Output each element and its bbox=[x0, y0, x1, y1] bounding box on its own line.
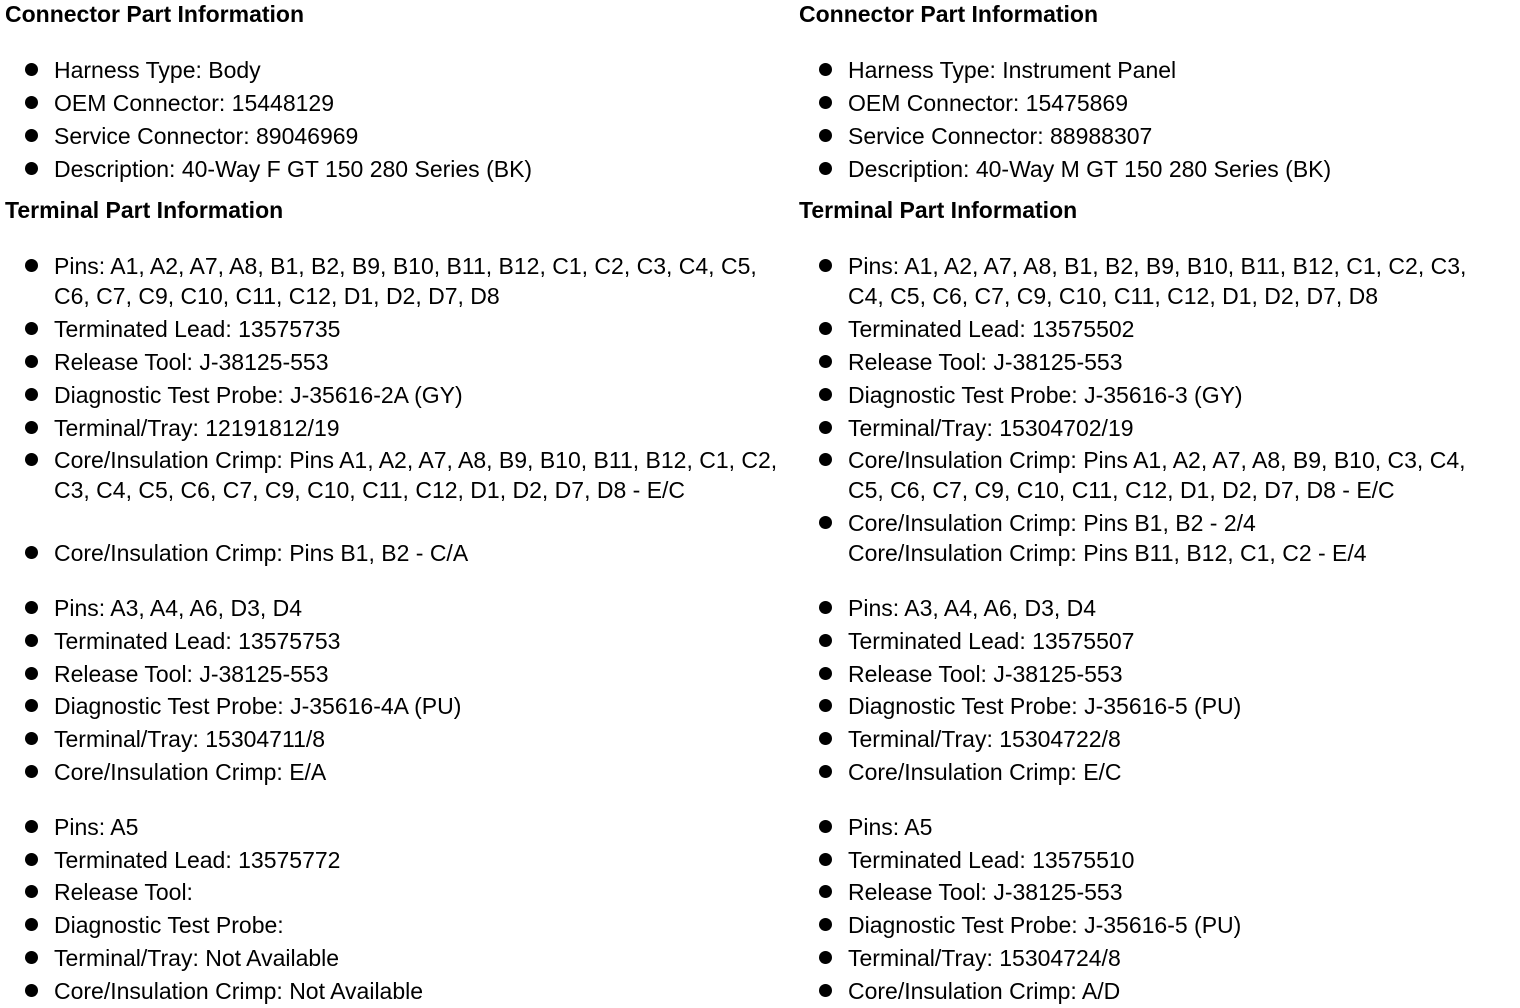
bullet-icon bbox=[25, 322, 38, 335]
bullet-icon bbox=[819, 388, 832, 401]
bullet-icon bbox=[819, 601, 832, 614]
connector-part-heading: Connector Part Information bbox=[5, 1, 305, 27]
bullet-icon bbox=[819, 63, 832, 76]
bullet-icon bbox=[25, 885, 38, 898]
bullet-icon bbox=[819, 885, 832, 898]
bullet-icon bbox=[819, 699, 832, 712]
bullet-icon bbox=[25, 765, 38, 778]
bullet-icon bbox=[25, 951, 38, 964]
bullet-icon bbox=[25, 388, 38, 401]
bullet-icon bbox=[25, 918, 38, 931]
bullet-icon bbox=[819, 259, 832, 272]
bullet-icon bbox=[819, 516, 832, 529]
bullet-icon bbox=[25, 634, 38, 647]
bullet-icon bbox=[819, 162, 832, 175]
bullet-icon bbox=[819, 732, 832, 745]
bullet-icon bbox=[25, 355, 38, 368]
bullet-icon bbox=[819, 667, 832, 680]
bullet-icon bbox=[819, 634, 832, 647]
bullet-icon bbox=[25, 162, 38, 175]
bullet-icon bbox=[25, 546, 38, 559]
bullet-icon bbox=[25, 732, 38, 745]
bullet-icon bbox=[25, 453, 38, 466]
bullet-icon bbox=[819, 853, 832, 866]
bullet-icon bbox=[819, 951, 832, 964]
bullet-icon bbox=[25, 259, 38, 272]
terminal-part-heading: Terminal Part Information bbox=[5, 197, 284, 223]
bullet-icon bbox=[25, 421, 38, 434]
bullet-icon bbox=[25, 820, 38, 833]
bullet-icon bbox=[819, 765, 832, 778]
bullet-icon bbox=[25, 63, 38, 76]
bullet-icon bbox=[25, 667, 38, 680]
bullet-icon bbox=[819, 820, 832, 833]
list-item-continuation: Core/Insulation Crimp: Pins B11, B12, C1, C2 - E/4 bbox=[848, 540, 1367, 566]
bullet-icon bbox=[819, 918, 832, 931]
bullet-icon bbox=[25, 984, 38, 997]
bullet-icon bbox=[819, 322, 832, 335]
bullet-icon bbox=[819, 453, 832, 466]
bullet-icon bbox=[819, 984, 832, 997]
bullet-icon bbox=[25, 699, 38, 712]
bullet-icon bbox=[819, 129, 832, 142]
bullet-icon bbox=[819, 355, 832, 368]
connector-part-heading: Connector Part Information bbox=[799, 1, 1099, 27]
bullet-icon bbox=[25, 601, 38, 614]
bullet-icon bbox=[819, 421, 832, 434]
bullet-icon bbox=[25, 129, 38, 142]
bullet-icon bbox=[819, 96, 832, 109]
terminal-part-heading: Terminal Part Information bbox=[799, 197, 1078, 223]
bullet-icon bbox=[25, 96, 38, 109]
bullet-icon bbox=[25, 853, 38, 866]
